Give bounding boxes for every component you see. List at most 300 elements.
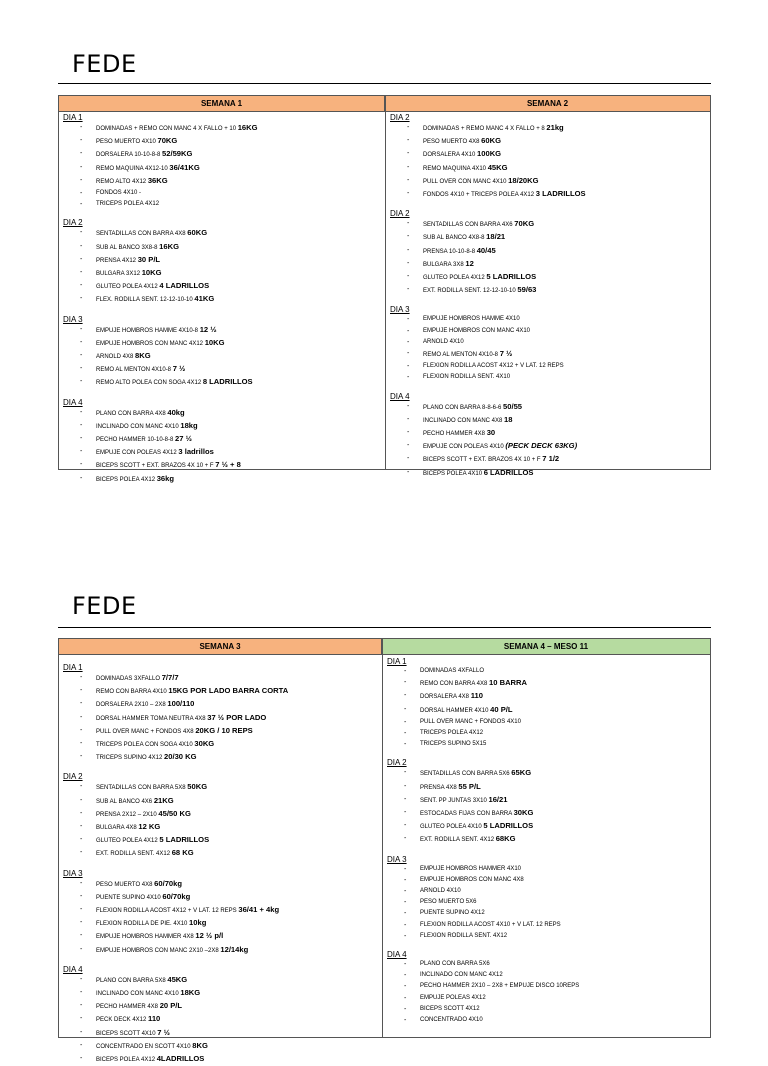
exercise-text: REMO CON BARRA 4X8 <box>420 681 490 688</box>
exercise-item <box>96 433 385 446</box>
exercise-text: DOMINADAS 3XFALLO <box>96 676 162 682</box>
exercise-text: PUENTE SUPINO 4X10 <box>96 894 163 901</box>
exercise-item <box>96 878 382 891</box>
day-block <box>383 657 710 750</box>
exercise-text: DOMINADAS 4XFALLO <box>420 668 485 674</box>
exercise-weight: 7 1/2 <box>542 454 560 464</box>
exercise-text: BICEPS POLEA 4X12 <box>96 1057 157 1064</box>
exercise-item <box>423 414 710 427</box>
exercise-weight: 12/14kg <box>220 944 249 954</box>
exercise-weight: 7/7/7 <box>161 673 179 682</box>
exercise-text: BICEPS SCOTT + EXT. BRAZOS 4X 10 + F <box>423 457 543 464</box>
exercise-text: EMPUJE HOMBROS CON MANC 4X10 <box>423 327 531 334</box>
exercise-item <box>96 363 385 376</box>
day-label: DIA 3 <box>63 314 83 324</box>
exercise-item <box>96 987 382 1000</box>
exercise-weight: 16KG <box>237 123 258 132</box>
exercise-item <box>423 427 710 440</box>
exercise-text: SENTADILLAS CON BARRA 5X6 <box>420 771 512 778</box>
header-semana-1: SEMANA 1 <box>59 96 385 112</box>
exercise-weight: 45/50 KG <box>158 808 191 818</box>
exercise-item <box>420 908 710 919</box>
exercise-text: DOMINADAS + REMO CON MANC 4 X FALLO + 10 <box>96 126 238 132</box>
exercise-weight: 30 P/L <box>137 254 161 264</box>
exercise-text: EXT. RODILLA SENT. 4X12 <box>96 851 172 858</box>
exercise-weight: 10KG <box>141 268 162 278</box>
exercise-item <box>423 258 710 271</box>
exercise-weight: 10kg <box>189 918 207 928</box>
exercise-text: INCLINADO CON MANC 4X10 <box>96 991 181 998</box>
exercise-item <box>420 875 710 886</box>
exercise-weight: 16KG <box>159 241 179 251</box>
exercise-text: PESO MUERTO 4X8 <box>96 881 155 888</box>
exercise-text: PRENSA 2X12 – 2X10 <box>96 811 159 818</box>
exercise-item <box>96 751 382 764</box>
exercise-item <box>96 738 382 751</box>
day-block <box>386 392 710 480</box>
exercise-text: FLEXION RODILLA ACOST 4X12 + V LAT. 12 REPS <box>423 363 564 370</box>
exercise-weight: 4 LADRILLOS <box>159 281 210 291</box>
exercise-item <box>96 821 382 834</box>
week-table <box>58 95 711 483</box>
exercise-item <box>96 917 382 930</box>
exercise-weight: 60/70kg <box>162 891 191 901</box>
column-semana-2 <box>386 113 710 477</box>
exercise-text: REMO AL MENTON 4X10-8 <box>423 352 500 359</box>
exercise-text: EMPUJE POLEAS 4X12 <box>420 994 486 1001</box>
exercise-item <box>420 677 710 690</box>
day-block <box>59 772 382 860</box>
exercise-text: REMO CON BARRA 4X10 <box>96 689 169 696</box>
exercise-weight: 3 ladrillos <box>178 447 214 457</box>
exercise-weight: 110 <box>470 691 483 701</box>
exercise-weight: 16/21 <box>488 794 508 804</box>
exercise-item <box>420 886 710 897</box>
exercise-text: EMPUJE HOMBROS CON MANC 4X12 <box>96 340 205 347</box>
exercise-text: ARNOLD 4X8 <box>96 354 136 361</box>
exercise-text: FLEXION RODILLA ACOST 4X10 + V LAT. 12 REPS <box>420 921 561 928</box>
exercise-item <box>96 891 382 904</box>
exercise-weight: 59/63 <box>517 285 537 295</box>
exercise-weight: 45KG <box>487 162 508 172</box>
exercise-text: FLEXION RODILLA SENT. 4X12 <box>420 932 508 939</box>
exercise-item <box>420 666 710 677</box>
exercise-weight: 68KG <box>495 834 516 844</box>
exercise-weight: 18 <box>504 414 513 424</box>
exercise-text: EMPUJE CON POLEAS 4X12 <box>96 450 179 457</box>
exercise-weight: 36KG <box>147 175 168 185</box>
exercise-item <box>420 897 710 908</box>
day-block <box>383 855 710 942</box>
exercise-text: DORSALERA 4X8 <box>420 694 471 701</box>
exercise-item <box>96 135 385 148</box>
exercise-item <box>423 122 710 135</box>
exercise-weight: 8KG <box>135 351 151 361</box>
exercise-text: SUB AL BANCO 4X6 <box>96 798 154 805</box>
exercise-text: PRENSA 10-10-8-8 <box>423 248 477 255</box>
day-block <box>59 218 385 306</box>
exercise-text: EMPUJE CON POLEAS 4X10 <box>423 444 506 451</box>
day-block <box>59 113 385 210</box>
exercise-text: FLEXION RODILLA ACOST 4X12 + V LAT. 12 REPS <box>96 908 239 915</box>
exercise-text: ARNOLD 4X10 <box>423 338 464 345</box>
day-label: DIA 2 <box>63 218 83 228</box>
exercise-weight: 5 LADRILLOS <box>159 835 210 845</box>
exercise-text: PECHO HAMMER 4X8 <box>96 1004 160 1011</box>
exercise-text: TRICEPS SUPINO 4X12 <box>96 755 165 762</box>
exercise-weight: 100/110 <box>167 699 195 709</box>
exercise-weight: 6 LADRILLOS <box>483 467 534 477</box>
exercise-weight: 12 KG <box>138 822 161 832</box>
exercise-weight: 4LADRILLOS <box>156 1054 205 1064</box>
exercise-text: SENTADILLAS CON BARRA 4X8 <box>96 231 188 238</box>
exercise-item <box>423 245 710 258</box>
exercise-item <box>96 1000 382 1013</box>
exercise-text: TRICEPS POLEA 4X12 <box>420 730 484 737</box>
day-label: DIA 1 <box>63 663 83 672</box>
exercise-text: FLEX. RODILLA SENT. 12-12-10-10 <box>96 297 195 304</box>
exercise-item <box>96 267 385 280</box>
exercise-weight: 10 BARRA <box>489 678 528 688</box>
exercise-item <box>96 337 385 350</box>
exercise-weight: 45KG <box>167 974 188 984</box>
exercise-weight: 30KG <box>194 739 215 749</box>
exercise-item <box>96 241 385 254</box>
exercise-item <box>420 781 710 794</box>
exercise-text: PLANO CON BARRA 8-8-6-6 <box>423 404 504 411</box>
exercise-item <box>96 407 385 420</box>
exercise-text: PLANO CON BARRA 5X6 <box>420 961 490 968</box>
exercise-weight: 15KG POR LADO BARRA CORTA <box>168 686 289 696</box>
exercise-text: EMPUJE HOMBROS CON MANC 2X10 –2X8 <box>96 947 221 954</box>
exercise-item <box>96 781 382 794</box>
exercise-weight: 7 ½ <box>499 349 513 359</box>
exercise-text: TRICEPS POLEA 4X12 <box>96 201 160 208</box>
exercise-text: PESO MUERTO 4X8 <box>423 139 482 146</box>
day-label: DIA 2 <box>63 772 83 782</box>
exercise-item <box>420 1015 710 1026</box>
exercise-item <box>96 473 385 486</box>
exercise-text: EXT. RODILLA SENT. 4X12 <box>420 837 496 844</box>
exercise-item <box>96 944 382 957</box>
exercise-text: INCLINADO CON MANC 4X12 <box>420 972 503 979</box>
exercise-weight: 20/30 KG <box>164 752 197 762</box>
exercise-text: SENTADILLAS CON BARRA 5X8 <box>96 785 188 792</box>
day-label: DIA 1 <box>63 113 83 122</box>
exercise-text: REMO AL MENTON 4X10-8 <box>96 367 173 374</box>
column-semana-1 <box>59 113 385 483</box>
exercise-item <box>423 401 710 414</box>
exercise-weight: 68 KG <box>171 848 194 858</box>
exercise-weight: 12 ½ <box>199 324 217 334</box>
day-block <box>59 315 385 390</box>
exercise-weight: 36/41 + 4kg <box>238 905 280 915</box>
exercise-weight: 50/55 <box>503 401 523 411</box>
exercise-item <box>96 698 382 711</box>
header-semana-3: SEMANA 3 <box>59 639 382 655</box>
exercise-item <box>423 188 710 201</box>
exercise-text: GLUTEO POLEA 4X10 <box>420 824 484 831</box>
exercise-item <box>423 372 710 383</box>
exercise-item <box>96 199 385 210</box>
exercise-weight: 70KG <box>157 136 178 146</box>
exercise-item <box>96 162 385 175</box>
exercise-text: PECHO HAMMER 4X8 <box>423 431 487 438</box>
exercise-weight: 5 LADRILLOS <box>483 821 534 831</box>
day-label: DIA 4 <box>387 950 407 960</box>
day-block <box>59 398 385 486</box>
exercise-weight: 20KG / 10 REPS <box>195 725 253 735</box>
exercise-text: EMPUJE HOMBROS HAMME 4X10-8 <box>96 327 200 334</box>
exercise-weight: 60KG <box>187 228 208 238</box>
day-label: DIA 1 <box>387 657 407 666</box>
exercise-text: DOMINADAS + REMO MANC 4 X FALLO + 8 <box>423 126 547 132</box>
exercise-text: BICEPS POLEA 4X10 <box>423 470 484 477</box>
page-title: FEDE <box>72 592 137 620</box>
exercise-item <box>96 148 385 161</box>
exercise-item <box>96 904 382 917</box>
exercise-item <box>423 231 710 244</box>
exercise-weight: 7 ½ <box>172 364 186 374</box>
exercise-item <box>96 175 385 188</box>
exercise-text: EMPUJE HOMBROS HAMMER 4X8 <box>96 934 196 941</box>
day-block <box>383 758 710 846</box>
exercise-text: CONCENTRADO EN SCOTT 4X10 <box>96 1043 193 1050</box>
column-semana-4 <box>383 657 710 1037</box>
day-block <box>386 305 710 383</box>
exercise-item <box>420 739 710 750</box>
exercise-text: REMO MAQUINA 4X12-10 <box>96 165 170 172</box>
exercise-text: REMO ALTO POLEA CON SOGA 4X12 <box>96 380 203 387</box>
exercise-weight: 52/59KG <box>162 149 193 159</box>
exercise-item <box>96 254 385 267</box>
exercise-item <box>420 704 710 717</box>
exercise-item <box>420 1004 710 1015</box>
exercise-weight: 55 P/L <box>458 781 481 791</box>
exercise-weight: 40kg <box>167 407 185 417</box>
exercise-text: EMPUJE HOMBROS HAMMER 4X10 <box>420 865 522 872</box>
exercise-item <box>96 122 385 135</box>
exercise-weight: 60KG <box>481 136 501 146</box>
exercise-item <box>96 1013 382 1026</box>
column-semana-3 <box>59 663 382 1064</box>
exercise-text: BULGARA 4X8 <box>96 825 139 832</box>
exercise-item <box>423 326 710 337</box>
exercise-item <box>423 148 710 161</box>
exercise-text: EMPUJE HOMBROS HAMME 4X10 <box>423 316 520 323</box>
exercise-text: FLEXION RODILLA DE PIE. 4X10 <box>96 921 190 928</box>
exercise-text: BULGARA 3X8 <box>423 261 466 268</box>
exercise-weight: 65KG <box>511 768 532 778</box>
exercise-item <box>423 440 710 453</box>
exercise-item <box>420 920 710 931</box>
day-label: DIA 2 <box>390 113 410 122</box>
exercise-weight: 50KG <box>187 782 208 792</box>
exercise-item <box>96 324 385 337</box>
exercise-item <box>96 834 382 847</box>
exercise-item <box>96 795 382 808</box>
exercise-text: PULL OVER MANC + FONDOS 4X8 <box>96 728 196 735</box>
day-block <box>59 663 382 764</box>
exercise-item <box>420 717 710 728</box>
exercise-weight: 18/20KG <box>508 175 539 185</box>
exercise-item <box>96 1027 382 1040</box>
exercise-text: PLANO CON BARRA 5X8 <box>96 977 168 984</box>
exercise-weight: 110 <box>148 1014 161 1024</box>
day-label: DIA 4 <box>63 964 83 974</box>
day-label: DIA 4 <box>63 397 83 407</box>
exercise-text: GLUTEO POLEA 4X12 <box>423 275 487 282</box>
exercise-text: PESO MUERTO 5X6 <box>420 899 477 906</box>
day-block <box>383 950 710 1026</box>
exercise-text: FLEXION RODILLA SENT. 4X10 <box>423 374 511 381</box>
exercise-weight: 8 LADRILLOS <box>202 377 253 387</box>
exercise-text: GLUTEO POLEA 4X12 <box>96 284 160 291</box>
exercise-text: ESTOCADAS FIJAS CON BARRA <box>420 811 514 818</box>
exercise-item <box>96 930 382 943</box>
header-semana-4: SEMANA 4 – MESO 11 <box>382 639 710 655</box>
exercise-weight: 18kg <box>180 420 198 430</box>
exercise-item <box>96 227 385 240</box>
exercise-item <box>423 348 710 361</box>
exercise-item <box>423 175 710 188</box>
exercise-note: (PECK DECK 63KG) <box>505 441 578 451</box>
exercise-item <box>423 135 710 148</box>
day-block <box>386 113 710 201</box>
exercise-weight: 36kg <box>156 473 175 483</box>
exercise-text: CONCENTRADO 4X10 <box>420 1017 483 1024</box>
exercise-item <box>96 1040 382 1053</box>
exercise-weight: 5 LADRILLOS <box>486 272 537 282</box>
header-semana-2: SEMANA 2 <box>385 96 710 112</box>
exercise-weight: 7 ½ <box>157 1027 170 1037</box>
exercise-text: EXT. RODILLA SENT. 12-12-10-10 <box>423 288 518 295</box>
exercise-item <box>96 974 382 987</box>
exercise-text: BICEPS SCOTT 4X10 <box>96 1030 158 1037</box>
exercise-item <box>420 959 710 970</box>
exercise-weight: 70KG <box>514 219 535 229</box>
exercise-weight: 12 <box>465 258 474 268</box>
exercise-weight: 3 LADRILLOS <box>535 189 586 199</box>
exercise-weight: 37 ½ POR LADO <box>207 712 267 722</box>
exercise-text: BULGARA 3X12 <box>96 271 142 278</box>
exercise-text: BICEPS SCOTT 4X12 <box>420 1005 480 1012</box>
exercise-text: PESO MUERTO 4X10 <box>96 139 158 146</box>
exercise-item <box>420 931 710 942</box>
exercise-item <box>96 712 382 725</box>
exercise-weight: 12 ½ p/l <box>195 931 224 941</box>
exercise-item <box>423 361 710 372</box>
exercise-item <box>96 459 385 472</box>
exercise-weight: 60/70kg <box>154 878 183 888</box>
exercise-weight: 27 ½ <box>175 434 192 444</box>
exercise-text: PULL OVER CON MANC 4X10 <box>423 178 509 185</box>
exercise-item <box>423 314 710 325</box>
exercise-item <box>420 767 710 780</box>
exercise-item <box>420 981 710 992</box>
exercise-item <box>420 690 710 703</box>
exercise-weight: 100KG <box>477 149 502 159</box>
exercise-text: PECK DECK 4X12 <box>96 1017 149 1024</box>
exercise-item <box>96 725 382 738</box>
exercise-weight: 30KG <box>513 808 534 818</box>
exercise-text: REMO MAQUINA 4X10 <box>423 165 488 172</box>
exercise-text: PUENTE SUPINO 4X12 <box>420 910 485 917</box>
exercise-item <box>423 467 710 480</box>
exercise-text: FONDOS 4X10 + TRICEPS POLEA 4X12 <box>423 192 536 199</box>
exercise-text: DORSAL HAMMER TOMA NEUTRA 4X8 <box>96 715 208 722</box>
exercise-item <box>96 672 382 685</box>
exercise-text: PECHO HAMMER 10-10-8-8 <box>96 437 176 444</box>
exercise-item <box>96 685 382 698</box>
exercise-text: BICEPS POLEA 4X12 <box>96 476 157 483</box>
day-label: DIA 3 <box>387 854 407 864</box>
week-table <box>58 638 711 1064</box>
page-title: FEDE <box>72 50 137 78</box>
exercise-item <box>96 847 382 860</box>
day-label: DIA 3 <box>63 868 83 878</box>
exercise-text: PRENSA 4X8 <box>420 784 459 791</box>
day-label: DIA 4 <box>390 391 410 401</box>
exercise-text: SUB AL BANCO 3X8-8 <box>96 244 160 251</box>
exercise-item <box>420 993 710 1004</box>
exercise-item <box>96 420 385 433</box>
exercise-text: EMPUJE HOMBROS CON MANC 4X8 <box>420 876 524 883</box>
exercise-weight: 10KG <box>204 337 225 347</box>
exercise-item <box>96 188 385 199</box>
exercise-text: REMO ALTO 4X12 <box>96 178 148 185</box>
exercise-weight: 30 <box>486 428 496 438</box>
exercise-text: DORSALERA 2X10 – 2X8 <box>96 702 168 709</box>
exercise-text: GLUTEO POLEA 4X12 <box>96 838 160 845</box>
exercise-text: SENTADILLAS CON BARRA 4X6 <box>423 222 515 229</box>
exercise-text: ARNOLD 4X10 <box>420 888 461 895</box>
exercise-text: SUB AL BANCO 4X8-8 <box>423 235 487 242</box>
exercise-item <box>420 794 710 807</box>
exercise-weight: 36/41KG <box>169 162 200 172</box>
exercise-item <box>96 293 385 306</box>
day-label: DIA 2 <box>387 758 407 768</box>
exercise-text: SENT. PP JUNTAS 3X10 <box>420 797 489 804</box>
exercise-weight: 7 ½ + 8 <box>215 460 241 470</box>
day-label: DIA 2 <box>390 209 410 219</box>
exercise-weight: 18KG <box>180 988 201 998</box>
exercise-text: FONDOS 4X10 - <box>96 190 142 197</box>
exercise-text: TRICEPS SUPINO 5X15 <box>420 741 487 748</box>
exercise-weight: 40/45 <box>476 245 496 255</box>
exercise-weight: 41KG <box>194 294 215 304</box>
exercise-item <box>423 162 710 175</box>
day-block <box>386 209 710 297</box>
exercise-item <box>420 833 710 846</box>
exercise-text: DORSALERA 10-10-8-8 <box>96 152 163 159</box>
exercise-item <box>96 808 382 821</box>
exercise-text: BICEPS SCOTT + EXT. BRAZOS 4X 10 + F <box>96 463 216 470</box>
exercise-text: INCLINADO CON MANC 4X10 <box>96 423 181 430</box>
exercise-item <box>96 280 385 293</box>
exercise-text: PECHO HAMMER 2X10 – 2X8 + EMPUJE DISCO 10REPS <box>420 983 580 990</box>
exercise-weight: 21kg <box>546 123 564 132</box>
exercise-item <box>96 446 385 459</box>
exercise-weight: 20 P/L <box>159 1001 183 1011</box>
exercise-item <box>423 453 710 466</box>
exercise-text: PULL OVER MANC + FONDOS 4X10 <box>420 718 521 725</box>
day-block <box>59 965 382 1066</box>
exercise-item <box>423 271 710 284</box>
exercise-item <box>420 820 710 833</box>
exercise-weight: 21KG <box>153 795 174 805</box>
exercise-weight: 8KG <box>192 1040 208 1050</box>
